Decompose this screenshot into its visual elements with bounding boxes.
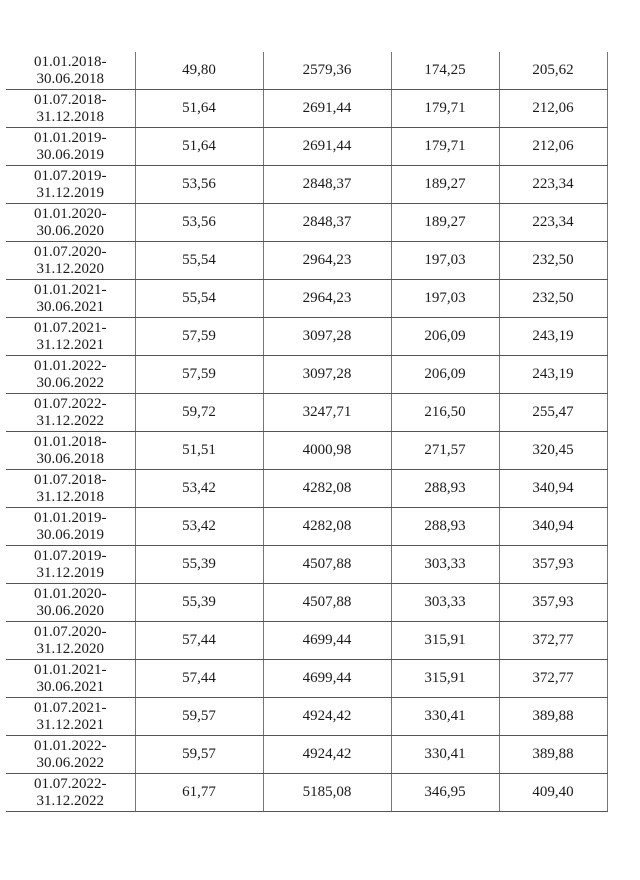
cell-value-3: 315,91 bbox=[391, 622, 499, 660]
period-end: 31.12.2019 bbox=[36, 564, 104, 581]
period-start: 01.07.2018- bbox=[34, 91, 107, 108]
period-end: 31.12.2021 bbox=[36, 716, 104, 733]
cell-value-4: 340,94 bbox=[499, 508, 607, 546]
period-end: 31.12.2021 bbox=[36, 336, 104, 353]
cell-value-4: 205,62 bbox=[499, 52, 607, 90]
period-end: 30.06.2020 bbox=[36, 602, 104, 619]
cell-value-3: 206,09 bbox=[391, 318, 499, 356]
cell-value-4: 389,88 bbox=[499, 698, 607, 736]
period-start: 01.01.2018- bbox=[34, 53, 107, 70]
period-start: 01.01.2022- bbox=[34, 357, 107, 374]
cell-value-2: 4507,88 bbox=[263, 584, 391, 622]
period-end: 31.12.2019 bbox=[36, 184, 104, 201]
cell-value-1: 49,80 bbox=[135, 52, 263, 90]
period-start: 01.01.2020- bbox=[34, 205, 107, 222]
table-row bbox=[6, 508, 607, 546]
period-end: 31.12.2022 bbox=[36, 792, 104, 809]
period-start: 01.07.2020- bbox=[34, 623, 107, 640]
period-cell bbox=[6, 52, 135, 90]
table-row bbox=[6, 736, 607, 774]
cell-value-4: 232,50 bbox=[499, 280, 607, 318]
cell-value-4: 389,88 bbox=[499, 736, 607, 774]
cell-value-4: 212,06 bbox=[499, 128, 607, 166]
cell-value-2: 2848,37 bbox=[263, 166, 391, 204]
period-cell bbox=[6, 546, 135, 584]
cell-value-3: 330,41 bbox=[391, 698, 499, 736]
cell-value-1: 53,56 bbox=[135, 204, 263, 242]
cell-value-3: 303,33 bbox=[391, 584, 499, 622]
cell-value-2: 4699,44 bbox=[263, 622, 391, 660]
period-start: 01.01.2019- bbox=[34, 509, 107, 526]
table-row bbox=[6, 166, 607, 204]
cell-value-2: 4000,98 bbox=[263, 432, 391, 470]
table-row bbox=[6, 584, 607, 622]
cell-value-4: 372,77 bbox=[499, 660, 607, 698]
cell-value-4: 409,40 bbox=[499, 774, 607, 812]
cell-value-1: 53,42 bbox=[135, 470, 263, 508]
period-start: 01.01.2018- bbox=[34, 433, 107, 450]
cell-value-4: 357,93 bbox=[499, 584, 607, 622]
cell-value-1: 55,39 bbox=[135, 584, 263, 622]
cell-value-2: 2579,36 bbox=[263, 52, 391, 90]
period-cell bbox=[6, 470, 135, 508]
cell-value-2: 3247,71 bbox=[263, 394, 391, 432]
cell-value-4: 243,19 bbox=[499, 356, 607, 394]
cell-value-1: 51,51 bbox=[135, 432, 263, 470]
period-end: 30.06.2019 bbox=[36, 526, 104, 543]
cell-value-3: 197,03 bbox=[391, 280, 499, 318]
cell-value-2: 4924,42 bbox=[263, 698, 391, 736]
period-end: 31.12.2018 bbox=[36, 488, 104, 505]
cell-value-3: 288,93 bbox=[391, 470, 499, 508]
cell-value-2: 3097,28 bbox=[263, 356, 391, 394]
table-row bbox=[6, 470, 607, 508]
cell-value-2: 4924,42 bbox=[263, 736, 391, 774]
period-end: 30.06.2018 bbox=[36, 70, 104, 87]
cell-value-3: 271,57 bbox=[391, 432, 499, 470]
table-row bbox=[6, 242, 607, 280]
cell-value-1: 59,72 bbox=[135, 394, 263, 432]
period-start: 01.07.2022- bbox=[34, 775, 107, 792]
period-cell bbox=[6, 660, 135, 698]
table-row bbox=[6, 394, 607, 432]
period-end: 30.06.2022 bbox=[36, 754, 104, 771]
cell-value-1: 57,59 bbox=[135, 318, 263, 356]
table-row bbox=[6, 318, 607, 356]
cell-value-3: 189,27 bbox=[391, 166, 499, 204]
cell-value-1: 53,56 bbox=[135, 166, 263, 204]
period-start: 01.01.2020- bbox=[34, 585, 107, 602]
period-cell bbox=[6, 166, 135, 204]
cell-value-3: 288,93 bbox=[391, 508, 499, 546]
cell-value-2: 5185,08 bbox=[263, 774, 391, 812]
cell-value-2: 2691,44 bbox=[263, 128, 391, 166]
period-cell bbox=[6, 128, 135, 166]
table-row bbox=[6, 90, 607, 128]
cell-value-4: 320,45 bbox=[499, 432, 607, 470]
period-cell bbox=[6, 432, 135, 470]
cell-value-4: 340,94 bbox=[499, 470, 607, 508]
cell-value-2: 2964,23 bbox=[263, 280, 391, 318]
period-start: 01.01.2021- bbox=[34, 661, 107, 678]
cell-value-3: 197,03 bbox=[391, 242, 499, 280]
period-cell bbox=[6, 242, 135, 280]
period-end: 30.06.2020 bbox=[36, 222, 104, 239]
cell-value-3: 315,91 bbox=[391, 660, 499, 698]
tariff-table-body bbox=[6, 52, 607, 812]
period-end: 30.06.2021 bbox=[36, 678, 104, 695]
cell-value-2: 2848,37 bbox=[263, 204, 391, 242]
cell-value-3: 330,41 bbox=[391, 736, 499, 774]
table-row bbox=[6, 52, 607, 90]
cell-value-2: 2964,23 bbox=[263, 242, 391, 280]
period-start: 01.07.2020- bbox=[34, 243, 107, 260]
cell-value-3: 216,50 bbox=[391, 394, 499, 432]
cell-value-4: 243,19 bbox=[499, 318, 607, 356]
cell-value-1: 55,39 bbox=[135, 546, 263, 584]
cell-value-3: 206,09 bbox=[391, 356, 499, 394]
period-start: 01.07.2019- bbox=[34, 167, 107, 184]
period-end: 30.06.2021 bbox=[36, 298, 104, 315]
cell-value-1: 55,54 bbox=[135, 280, 263, 318]
period-end: 31.12.2020 bbox=[36, 260, 104, 277]
period-end: 30.06.2022 bbox=[36, 374, 104, 391]
cell-value-1: 57,59 bbox=[135, 356, 263, 394]
cell-value-2: 2691,44 bbox=[263, 90, 391, 128]
period-end: 30.06.2019 bbox=[36, 146, 104, 163]
period-start: 01.07.2021- bbox=[34, 699, 107, 716]
cell-value-1: 53,42 bbox=[135, 508, 263, 546]
cell-value-1: 55,54 bbox=[135, 242, 263, 280]
period-start: 01.07.2022- bbox=[34, 395, 107, 412]
period-cell bbox=[6, 584, 135, 622]
period-cell bbox=[6, 508, 135, 546]
period-start: 01.07.2018- bbox=[34, 471, 107, 488]
cell-value-1: 61,77 bbox=[135, 774, 263, 812]
period-cell bbox=[6, 356, 135, 394]
period-cell bbox=[6, 736, 135, 774]
period-start: 01.07.2021- bbox=[34, 319, 107, 336]
cell-value-3: 174,25 bbox=[391, 52, 499, 90]
table-row bbox=[6, 356, 607, 394]
cell-value-2: 4282,08 bbox=[263, 508, 391, 546]
cell-value-3: 179,71 bbox=[391, 90, 499, 128]
cell-value-4: 212,06 bbox=[499, 90, 607, 128]
table-row bbox=[6, 432, 607, 470]
period-end: 31.12.2020 bbox=[36, 640, 104, 657]
cell-value-2: 4699,44 bbox=[263, 660, 391, 698]
period-start: 01.01.2022- bbox=[34, 737, 107, 754]
period-end: 31.12.2018 bbox=[36, 108, 104, 125]
table-row bbox=[6, 128, 607, 166]
cell-value-2: 4507,88 bbox=[263, 546, 391, 584]
period-end: 30.06.2018 bbox=[36, 450, 104, 467]
table-row bbox=[6, 774, 607, 812]
cell-value-4: 372,77 bbox=[499, 622, 607, 660]
table-row bbox=[6, 660, 607, 698]
period-start: 01.07.2019- bbox=[34, 547, 107, 564]
table-row bbox=[6, 622, 607, 660]
table-row bbox=[6, 280, 607, 318]
period-start: 01.01.2021- bbox=[34, 281, 107, 298]
cell-value-1: 59,57 bbox=[135, 736, 263, 774]
period-cell bbox=[6, 394, 135, 432]
cell-value-4: 223,34 bbox=[499, 204, 607, 242]
cell-value-1: 59,57 bbox=[135, 698, 263, 736]
table-row bbox=[6, 204, 607, 242]
cell-value-4: 232,50 bbox=[499, 242, 607, 280]
table-row bbox=[6, 698, 607, 736]
cell-value-3: 189,27 bbox=[391, 204, 499, 242]
cell-value-3: 303,33 bbox=[391, 546, 499, 584]
cell-value-1: 51,64 bbox=[135, 90, 263, 128]
cell-value-2: 3097,28 bbox=[263, 318, 391, 356]
cell-value-4: 255,47 bbox=[499, 394, 607, 432]
cell-value-1: 51,64 bbox=[135, 128, 263, 166]
cell-value-1: 57,44 bbox=[135, 660, 263, 698]
period-cell bbox=[6, 204, 135, 242]
tariff-table bbox=[6, 52, 608, 812]
period-cell bbox=[6, 774, 135, 812]
cell-value-4: 357,93 bbox=[499, 546, 607, 584]
cell-value-4: 223,34 bbox=[499, 166, 607, 204]
period-end: 31.12.2022 bbox=[36, 412, 104, 429]
cell-value-1: 57,44 bbox=[135, 622, 263, 660]
cell-value-3: 346,95 bbox=[391, 774, 499, 812]
period-cell bbox=[6, 280, 135, 318]
period-cell bbox=[6, 622, 135, 660]
table-row bbox=[6, 546, 607, 584]
period-cell bbox=[6, 318, 135, 356]
period-cell bbox=[6, 698, 135, 736]
cell-value-2: 4282,08 bbox=[263, 470, 391, 508]
period-cell bbox=[6, 90, 135, 128]
cell-value-3: 179,71 bbox=[391, 128, 499, 166]
period-start: 01.01.2019- bbox=[34, 129, 107, 146]
